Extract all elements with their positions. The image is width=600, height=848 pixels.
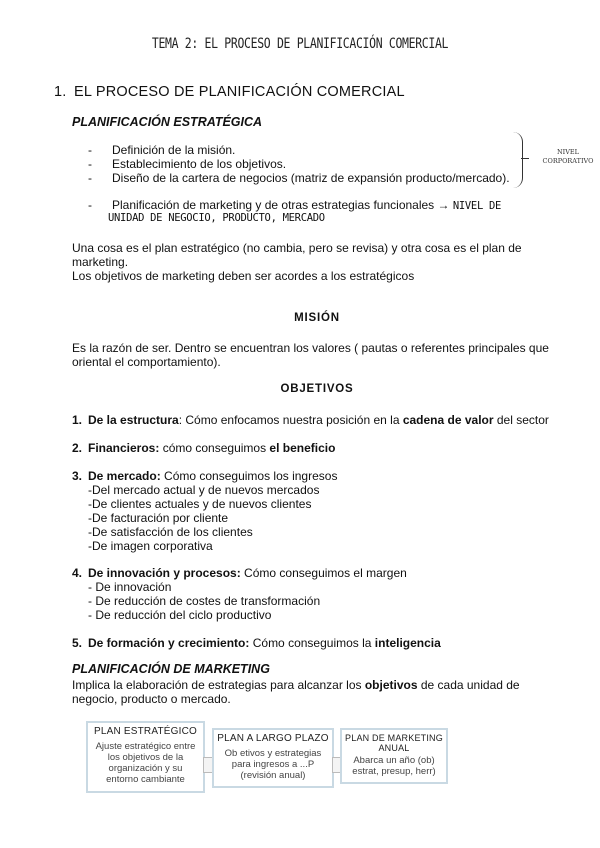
box-title: [342, 733, 446, 753]
list-dash: -: [88, 143, 92, 157]
sub-item: -Del mercado actual y de nuevos mercados: [88, 483, 320, 497]
objective-item: [72, 441, 335, 455]
box-text: Ob etivos y estrategias: [224, 748, 322, 759]
item-text: Cómo conseguimos el margen: [240, 566, 407, 580]
section-number: 1.: [54, 84, 67, 100]
item-bold: Financieros:: [88, 441, 160, 455]
item-bold: cadena de valor: [402, 413, 494, 427]
item-bold: inteligencia: [374, 636, 441, 650]
item-number: 5.: [72, 636, 83, 650]
box-text: estrat, presup, herr): [352, 766, 436, 777]
item-text: cómo conseguimos: [159, 441, 270, 455]
item-text: : Cómo enfocamos nuestra posición en la: [178, 413, 403, 427]
list-item: [88, 171, 510, 185]
paragraph-bold: objetivos: [364, 678, 418, 692]
heading-planificacion-estrategica: PLANIFICACIÓN ESTRATÉGICA: [72, 115, 263, 129]
sub-item: - De reducción del ciclo productivo: [88, 608, 272, 622]
heading-mision: MISIÓN: [294, 312, 340, 324]
item-text: Cómo conseguimos los ingresos: [160, 469, 338, 483]
section-heading: [54, 84, 405, 100]
heading-objetivos: OBJETIVOS: [280, 383, 354, 395]
list-item: [88, 157, 286, 171]
box-title-line: ANUAL: [378, 743, 410, 753]
paragraph-text: de cada unidad de: [417, 678, 520, 692]
objective-item: [72, 566, 407, 580]
item-number: 2.: [72, 441, 83, 455]
list-dash: -: [88, 198, 92, 212]
item-number: 3.: [72, 469, 83, 483]
list-item-text: Planificación de marketing y de otras estrategias funcionales →: [112, 198, 453, 212]
objective-item: [72, 636, 441, 650]
list-item: [88, 198, 501, 213]
paragraph: Una cosa es el plan estratégico (no cambia, pero se revisa) y otra cosa es el plan de: [72, 241, 522, 255]
box-title: PLAN ESTRATÉGICO: [93, 726, 198, 737]
nivel-corporativo-label: [540, 148, 596, 166]
box-title: PLAN A LARGO PLAZO: [217, 733, 329, 744]
sub-item: -De clientes actuales y de nuevos clientes: [88, 497, 312, 511]
item-bold: el beneficio: [269, 441, 336, 455]
box-text: entorno cambiante: [106, 774, 185, 785]
paragraph: negocio, producto o mercado.: [72, 692, 231, 706]
paragraph: Es la razón de ser. Dentro se encuentran los valores ( pautas o referentes principales que: [72, 341, 549, 355]
section-title: EL PROCESO DE PLANIFICACIÓN COMERCIAL: [74, 84, 405, 100]
sub-item: -De facturación por cliente: [88, 511, 229, 525]
item-bold: De la estructura: [88, 413, 179, 427]
box-text: para ingresos a ...P: [231, 759, 315, 770]
paragraph: Los objetivos de marketing deben ser acordes a los estratégicos: [72, 269, 415, 283]
box-title-line: PLAN DE MARKETING: [345, 733, 443, 743]
box-text: (revisión anual): [240, 770, 306, 781]
box-text: Abarca un año (ob): [353, 755, 435, 766]
item-number: 4.: [72, 566, 83, 580]
box-plan-marketing-anual: [340, 728, 448, 784]
sub-item: - De innovación: [88, 580, 172, 594]
list-item: [88, 143, 235, 157]
item-bold: De innovación y procesos:: [88, 566, 241, 580]
item-text: Cómo conseguimos la: [249, 636, 375, 650]
box-plan-largo-plazo: [212, 728, 334, 788]
sub-item: - De reducción de costes de transformación: [88, 594, 321, 608]
nivel-label-line2: CORPORATIVO: [542, 157, 594, 165]
list-item-text: Diseño de la cartera de negocios (matriz de expansión producto/mercado).: [112, 171, 510, 185]
box-text: los objetivos de la: [107, 752, 184, 763]
sub-item: -De satisfacción de los clientes: [88, 525, 253, 539]
objective-item: [72, 413, 549, 427]
curly-brace-tip: [521, 158, 529, 159]
item-number: 1.: [72, 413, 83, 427]
heading-planificacion-marketing: PLANIFICACIÓN DE MARKETING: [72, 662, 270, 676]
paragraph: oriental el comportamiento).: [72, 355, 221, 369]
item-bold: De mercado:: [88, 469, 161, 483]
item-bold: De formación y crecimiento:: [88, 636, 250, 650]
item-text: del sector: [493, 413, 549, 427]
box-text: Ajuste estratégico entre: [95, 741, 196, 752]
paragraph: marketing.: [72, 255, 129, 269]
box-text: organización y su: [108, 763, 183, 774]
nivel-unidad-continuation: UNIDAD DE NEGOCIO, PRODUCTO, MERCADO: [108, 212, 325, 224]
nivel-unidad-label: NIVEL DE: [452, 200, 502, 212]
box-plan-estrategico: [86, 721, 205, 793]
list-dash: -: [88, 157, 92, 171]
page-title: TEMA 2: EL PROCESO DE PLANIFICACIÓN COMERCIAL: [151, 36, 449, 52]
objective-item: [72, 469, 337, 483]
list-item-text: Establecimiento de los objetivos.: [112, 157, 287, 171]
list-item-text: Definición de la misión.: [112, 143, 236, 157]
nivel-label-line1: NIVEL: [556, 148, 579, 156]
paragraph: [72, 678, 520, 692]
sub-item: -De imagen corporativa: [88, 539, 213, 553]
paragraph-text: Implica la elaboración de estrategias para alcanzar los: [72, 678, 365, 692]
list-dash: -: [88, 171, 92, 185]
curly-brace: [512, 132, 523, 188]
